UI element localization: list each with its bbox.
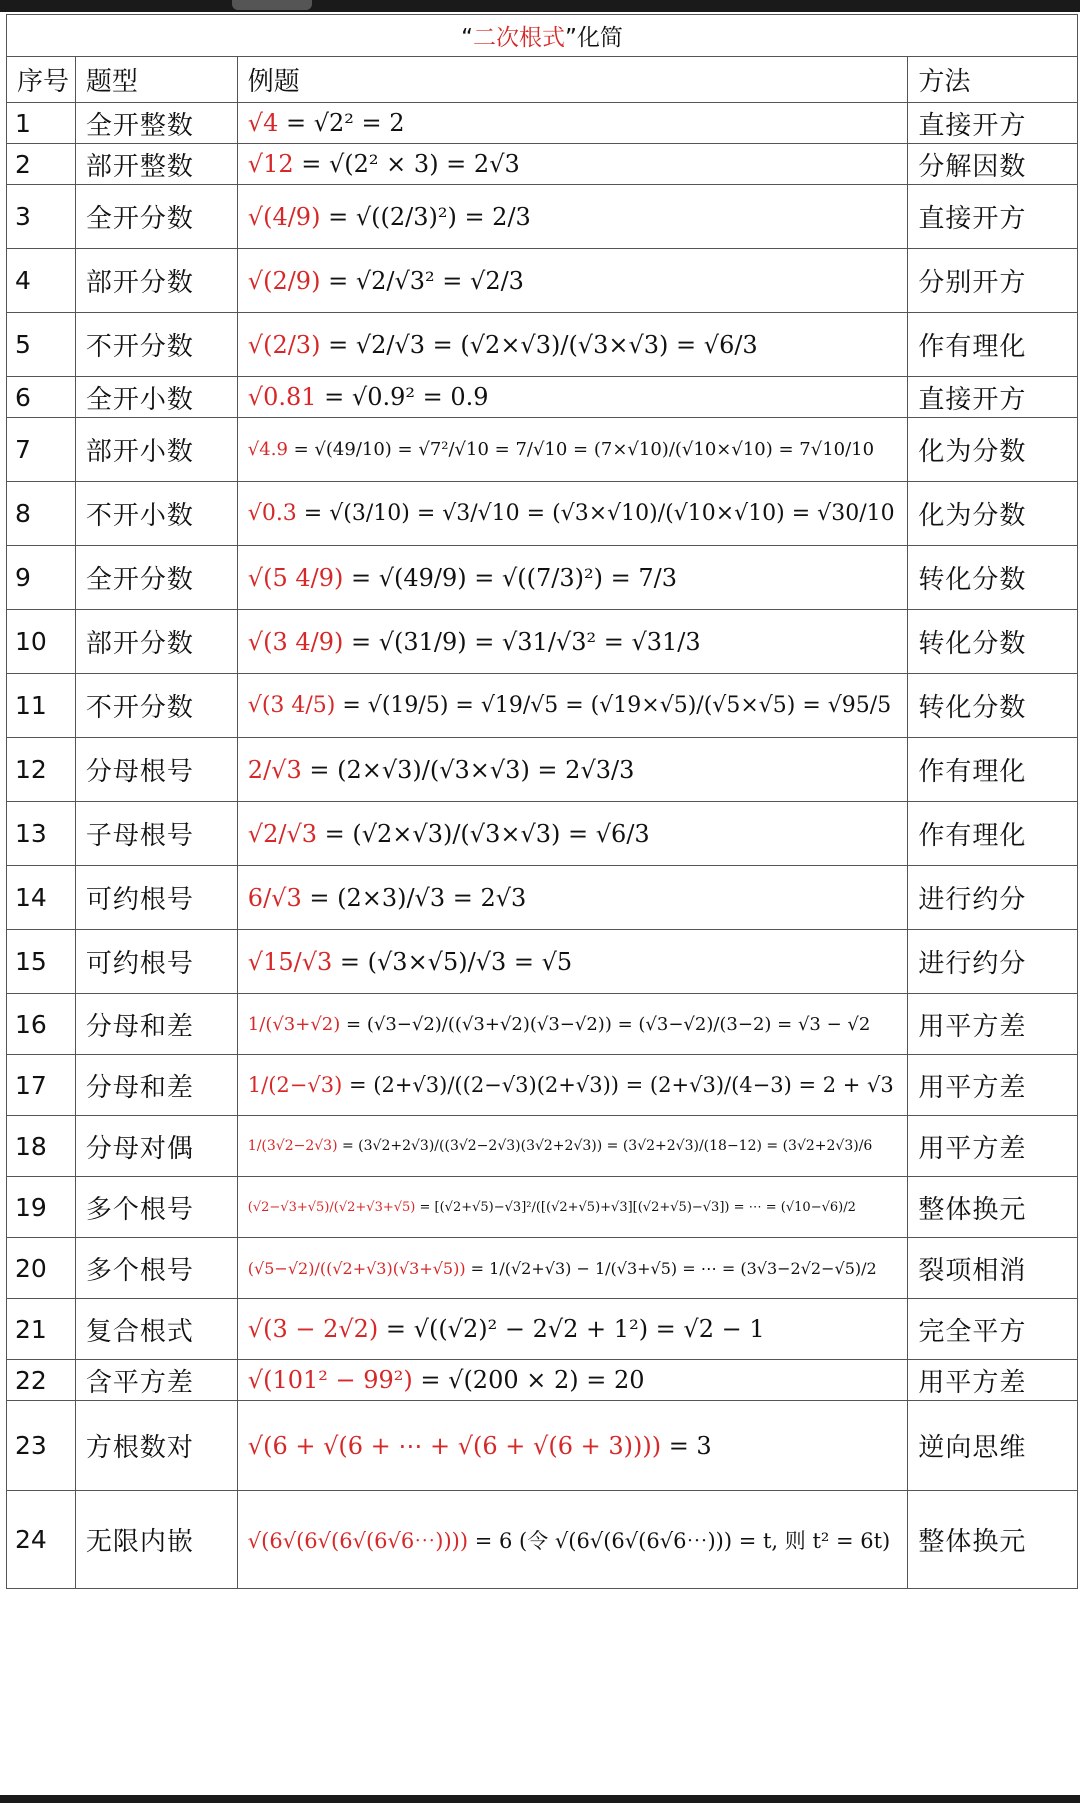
- row-example: [237, 1177, 908, 1238]
- example-expression: √(3 4/5): [247, 693, 336, 718]
- example-result: = √2² = 2: [278, 109, 405, 137]
- table-row: [7, 144, 1078, 185]
- example-expression: √15/√3: [247, 947, 333, 976]
- example-result: = √(3/10) = √3/√10 = (√3×√10)/(√10×√10) = √30/10: [296, 501, 895, 526]
- row-number: 10: [7, 610, 76, 674]
- row-method: 作有理化: [908, 313, 1078, 377]
- row-example: [237, 377, 908, 418]
- row-method: 完全平方: [908, 1299, 1078, 1360]
- row-method: 裂项相消: [908, 1238, 1078, 1299]
- table-row: [7, 313, 1078, 377]
- row-method: 用平方差: [908, 1055, 1078, 1116]
- row-example: [237, 610, 908, 674]
- bottom-bar: [0, 1795, 1080, 1803]
- example-result: = √(200 × 2) = 20: [412, 1366, 645, 1394]
- example-result: = (2×√3)/(√3×√3) = 2√3/3: [301, 755, 635, 784]
- row-method: 整体换元: [908, 1177, 1078, 1238]
- row-type: 分母和差: [75, 1055, 237, 1116]
- example-expression: √(3 − 2√2): [247, 1315, 379, 1343]
- example-expression: 6/√3: [247, 883, 302, 912]
- row-method: 用平方差: [908, 1116, 1078, 1177]
- row-number: 3: [7, 185, 76, 249]
- example-result: = √(31/9) = √31/√3² = √31/3: [343, 627, 701, 656]
- row-type: 部开分数: [75, 249, 237, 313]
- row-example: [237, 738, 908, 802]
- row-number: 24: [7, 1491, 76, 1589]
- row-type: 多个根号: [75, 1238, 237, 1299]
- table-row: [7, 1491, 1078, 1589]
- row-number: 4: [7, 249, 76, 313]
- table-row: [7, 930, 1078, 994]
- row-example: [237, 866, 908, 930]
- example-expression: √0.3: [247, 501, 297, 526]
- row-number: 2: [7, 144, 76, 185]
- example-expression: √(6 + √(6 + ⋯ + √(6 + √(6 + 3)))): [247, 1431, 662, 1460]
- example-expression: √(4/9): [247, 202, 321, 231]
- example-expression: √(5 4/9): [247, 563, 344, 592]
- row-method: 直接开方: [908, 103, 1078, 144]
- table-row: [7, 377, 1078, 418]
- example-result: = √((√2)² − 2√2 + 1²) = √2 − 1: [378, 1315, 765, 1343]
- row-example: [237, 546, 908, 610]
- example-expression: √(2/3): [247, 330, 321, 359]
- row-method: 化为分数: [908, 482, 1078, 546]
- table-row: [7, 738, 1078, 802]
- example-expression: √0.81: [247, 383, 317, 411]
- radical-simplification-table: [6, 14, 1078, 1589]
- row-example: [237, 482, 908, 546]
- row-type: 多个根号: [75, 1177, 237, 1238]
- row-method: 化为分数: [908, 418, 1078, 482]
- row-number: 19: [7, 1177, 76, 1238]
- row-example: [237, 185, 908, 249]
- example-result: = (2×3)/√3 = 2√3: [301, 883, 527, 912]
- row-type: 部开分数: [75, 610, 237, 674]
- row-number: 6: [7, 377, 76, 418]
- row-number: 8: [7, 482, 76, 546]
- row-method: 分解因数: [908, 144, 1078, 185]
- table-row: [7, 610, 1078, 674]
- example-expression: 1/(√3+√2): [247, 1013, 341, 1035]
- title-highlight: 二次根式: [473, 25, 565, 51]
- row-method: 进行约分: [908, 866, 1078, 930]
- row-number: 23: [7, 1401, 76, 1491]
- row-example: [237, 1491, 908, 1589]
- example-expression: 2/√3: [247, 755, 302, 784]
- example-expression: √(2/9): [247, 266, 321, 295]
- table-row: [7, 1238, 1078, 1299]
- table-row: [7, 482, 1078, 546]
- row-number: 1: [7, 103, 76, 144]
- table-row: [7, 1116, 1078, 1177]
- row-method: 作有理化: [908, 802, 1078, 866]
- title-quote-close: ”: [565, 25, 577, 51]
- example-expression: √12: [247, 150, 294, 178]
- table-row: [7, 1360, 1078, 1401]
- row-method: 转化分数: [908, 546, 1078, 610]
- example-result: = √2/√3² = √2/3: [320, 266, 524, 295]
- row-example: [237, 1055, 908, 1116]
- table-body: [7, 103, 1078, 1589]
- table-row: [7, 866, 1078, 930]
- table-title: [7, 15, 1078, 57]
- example-expression: √(3 4/9): [247, 627, 344, 656]
- example-result: = (3√2+2√3)/((3√2−2√3)(3√2+2√3)) = (3√2+2√3)/(18−12) = (3√2+2√3)/6: [337, 1138, 873, 1154]
- row-type: 分母和差: [75, 994, 237, 1055]
- table-row: [7, 418, 1078, 482]
- row-method: 直接开方: [908, 377, 1078, 418]
- row-example: [237, 1360, 908, 1401]
- row-method: 直接开方: [908, 185, 1078, 249]
- row-example: [237, 930, 908, 994]
- row-type: 方根数对: [75, 1401, 237, 1491]
- row-type: 部开小数: [75, 418, 237, 482]
- example-expression: 1/(2−√3): [247, 1073, 343, 1097]
- example-result: = [(√2+√5)−√3]²/([(√2+√5)+√3][(√2+√5)−√3]) = ⋯ = (√10−√6)/2: [415, 1199, 856, 1215]
- row-example: [237, 1116, 908, 1177]
- example-expression: √4: [247, 109, 279, 137]
- row-example: [237, 103, 908, 144]
- row-example: [237, 249, 908, 313]
- row-example: [237, 418, 908, 482]
- row-example: [237, 144, 908, 185]
- row-method: 作有理化: [908, 738, 1078, 802]
- example-result: = 6 (令 √(6√(6√(6√6⋯))) = t, 则 t² = 6t): [468, 1528, 891, 1553]
- row-type: 分母根号: [75, 738, 237, 802]
- header-example: 例题: [237, 57, 908, 103]
- row-type: 无限内嵌: [75, 1491, 237, 1589]
- row-method: 分别开方: [908, 249, 1078, 313]
- table-row: [7, 994, 1078, 1055]
- example-expression: (√5−√2)/((√2+√3)(√3+√5)): [247, 1258, 466, 1278]
- table-row: [7, 185, 1078, 249]
- table-row: [7, 1055, 1078, 1116]
- row-example: [237, 1299, 908, 1360]
- row-method: 用平方差: [908, 994, 1078, 1055]
- example-expression: √2/√3: [247, 819, 318, 848]
- row-number: 12: [7, 738, 76, 802]
- row-number: 14: [7, 866, 76, 930]
- row-number: 13: [7, 802, 76, 866]
- header-num: 序号: [7, 57, 76, 103]
- table-row: [7, 1177, 1078, 1238]
- row-type: 不开分数: [75, 674, 237, 738]
- row-number: 11: [7, 674, 76, 738]
- row-method: 转化分数: [908, 610, 1078, 674]
- row-type: 全开小数: [75, 377, 237, 418]
- row-example: [237, 1401, 908, 1491]
- example-result: = √0.9² = 0.9: [316, 383, 489, 411]
- row-number: 5: [7, 313, 76, 377]
- row-type: 可约根号: [75, 866, 237, 930]
- row-number: 20: [7, 1238, 76, 1299]
- row-method: 用平方差: [908, 1360, 1078, 1401]
- example-result: = (√3×√5)/√3 = √5: [332, 947, 573, 976]
- row-example: [237, 994, 908, 1055]
- example-result: = √(49/9) = √((7/3)²) = 7/3: [343, 563, 677, 592]
- row-type: 全开分数: [75, 546, 237, 610]
- row-type: 复合根式: [75, 1299, 237, 1360]
- row-number: 9: [7, 546, 76, 610]
- table-row: [7, 674, 1078, 738]
- example-result: = (√3−√2)/((√3+√2)(√3−√2)) = (√3−√2)/(3−2) = √3 − √2: [340, 1013, 871, 1035]
- row-method: 进行约分: [908, 930, 1078, 994]
- example-expression: (√2−√3+√5)/(√2+√3+√5): [247, 1199, 416, 1215]
- table-row: [7, 1299, 1078, 1360]
- example-result: = √2/√3 = (√2×√3)/(√3×√3) = √6/3: [320, 330, 758, 359]
- row-type: 分母对偶: [75, 1116, 237, 1177]
- title-quote-open: “: [461, 25, 473, 51]
- example-result: = (√2×√3)/(√3×√3) = √6/3: [317, 819, 650, 848]
- title-row: [7, 15, 1078, 57]
- row-type: 可约根号: [75, 930, 237, 994]
- top-bar: [0, 0, 1080, 12]
- row-method: 整体换元: [908, 1491, 1078, 1589]
- row-type: 部开整数: [75, 144, 237, 185]
- row-type: 不开分数: [75, 313, 237, 377]
- example-expression: √(6√(6√(6√(6√6⋯)))): [247, 1528, 469, 1553]
- title-tail: 化简: [576, 25, 623, 51]
- row-example: [237, 674, 908, 738]
- row-example: [237, 802, 908, 866]
- example-result: = √((2/3)²) = 2/3: [320, 202, 531, 231]
- example-result: = √(2² × 3) = 2√3: [293, 150, 520, 178]
- row-number: 21: [7, 1299, 76, 1360]
- row-type: 子母根号: [75, 802, 237, 866]
- example-result: = 1/(√2+√3) − 1/(√3+√5) = ⋯ = (3√3−2√2−√5)/2: [465, 1258, 877, 1278]
- header-type: 题型: [75, 57, 237, 103]
- example-result: = √(19/5) = √19/√5 = (√19×√5)/(√5×√5) = √95/5: [335, 693, 892, 718]
- header-row: [7, 57, 1078, 103]
- header-method: 方法: [908, 57, 1078, 103]
- example-expression: 1/(3√2−2√3): [247, 1138, 338, 1154]
- top-bar-notch: [232, 0, 312, 10]
- row-type: 全开分数: [75, 185, 237, 249]
- example-result: = √(49/10) = √7²/√10 = 7/√10 = (7×√10)/(√10×√10) = 7√10/10: [287, 439, 875, 460]
- table-row: [7, 802, 1078, 866]
- row-example: [237, 313, 908, 377]
- table-row: [7, 546, 1078, 610]
- example-result: = (2+√3)/((2−√3)(2+√3)) = (2+√3)/(4−3) = 2 + √3: [342, 1073, 894, 1097]
- example-expression: √4.9: [247, 439, 288, 460]
- example-result: = 3: [661, 1431, 712, 1460]
- row-number: 17: [7, 1055, 76, 1116]
- row-number: 22: [7, 1360, 76, 1401]
- row-example: [237, 1238, 908, 1299]
- row-number: 7: [7, 418, 76, 482]
- row-method: 转化分数: [908, 674, 1078, 738]
- row-type: 全开整数: [75, 103, 237, 144]
- example-expression: √(101² − 99²): [247, 1366, 413, 1394]
- table-row: [7, 103, 1078, 144]
- table-row: [7, 249, 1078, 313]
- table-row: [7, 1401, 1078, 1491]
- row-type: 不开小数: [75, 482, 237, 546]
- row-number: 16: [7, 994, 76, 1055]
- row-number: 18: [7, 1116, 76, 1177]
- row-type: 含平方差: [75, 1360, 237, 1401]
- row-number: 15: [7, 930, 76, 994]
- row-method: 逆向思维: [908, 1401, 1078, 1491]
